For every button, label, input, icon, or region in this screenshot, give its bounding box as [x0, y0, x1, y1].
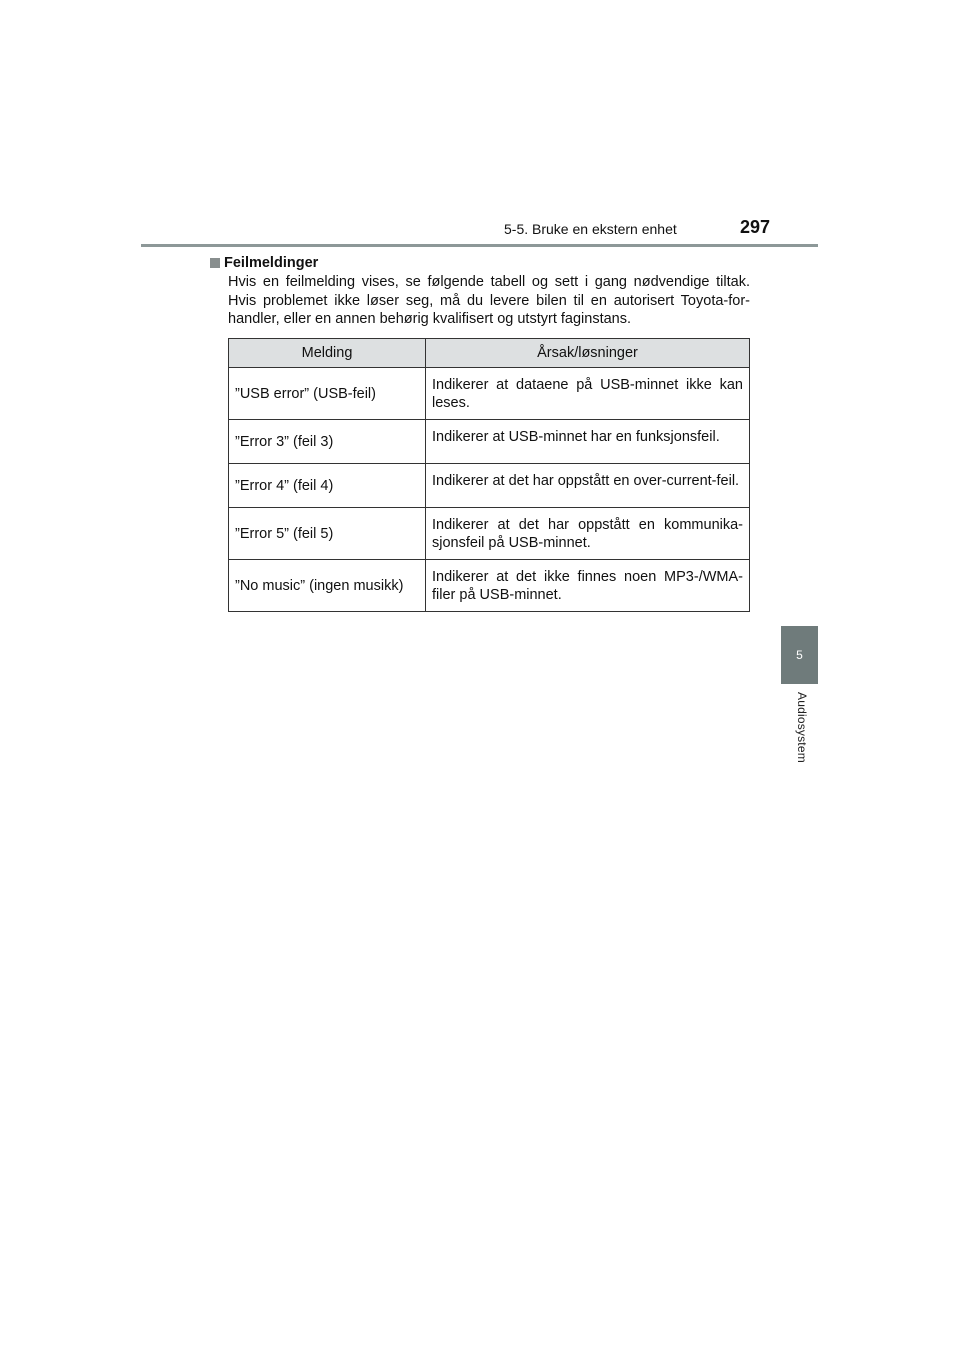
cause-cell: Indikerer at dataene på USB-minnet ikke kan leses.	[426, 368, 750, 420]
table-row	[229, 464, 750, 508]
table-header-row	[229, 339, 750, 368]
message-cell: ”Error 4” (feil 4)	[229, 464, 426, 508]
table-row	[229, 368, 750, 420]
message-cell: ”No music” (ingen musikk)	[229, 560, 426, 612]
table-row	[229, 420, 750, 464]
message-cell: ”USB error” (USB-feil)	[229, 368, 426, 420]
section-intro: Hvis en feilmelding vises, se følgende tabell og sett i gang nødvendige tiltak. Hvis problemet ikke løser seg, må du levere bilen til en autorisert Toyota-for-handler, eller en annen behørig kvalifisert og utstyrt faginstans.	[228, 274, 750, 327]
cause-cell: Indikerer at det har oppstått en kommunika-sjonsfeil på USB-minnet.	[426, 508, 750, 560]
cause-cell: Indikerer at det ikke finnes noen MP3-/WMA-filer på USB-minnet.	[426, 560, 750, 612]
message-cell: ”Error 5” (feil 5)	[229, 508, 426, 560]
chapter-tab	[781, 626, 818, 684]
section-heading	[210, 254, 750, 272]
square-bullet-icon	[210, 258, 220, 268]
section-heading-text: Feilmeldinger	[224, 255, 319, 271]
chapter-number: 5	[796, 648, 803, 662]
header-divider	[141, 244, 818, 247]
message-cell: ”Error 3” (feil 3)	[229, 420, 426, 464]
section-header: 5-5. Bruke en ekstern enhet	[504, 221, 677, 237]
error-message-table	[228, 338, 750, 612]
cause-cell: Indikerer at det har oppstått en over-current-feil.	[426, 464, 750, 508]
column-header-message: Melding	[229, 339, 426, 368]
page-number: 297	[740, 217, 771, 237]
table-row	[229, 560, 750, 612]
chapter-label: Audiosystem	[795, 692, 809, 763]
table-row	[229, 508, 750, 560]
column-header-cause: Årsak/løsninger	[426, 339, 750, 368]
cause-cell: Indikerer at USB-minnet har en funksjonsfeil.	[426, 420, 750, 464]
error-messages-section	[210, 254, 750, 329]
